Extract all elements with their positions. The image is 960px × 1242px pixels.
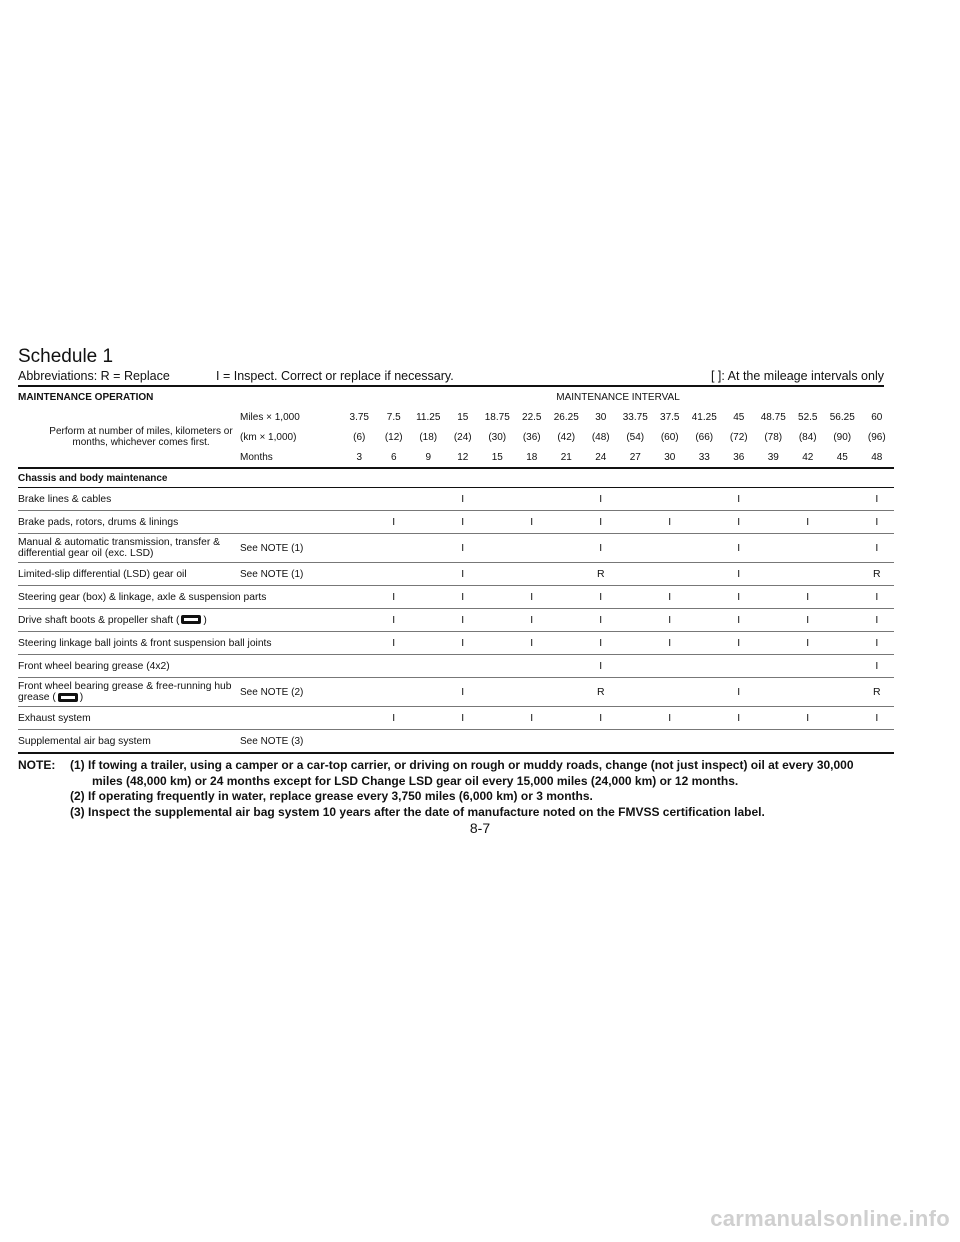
row-interval-cell <box>377 563 412 586</box>
row-operation-text: Limited-slip differential (LSD) gear oil <box>18 568 187 580</box>
row-interval-cell <box>515 534 550 563</box>
row-interval-cell <box>687 488 722 511</box>
row-interval-cell <box>377 678 412 707</box>
row-interval-cell <box>618 511 653 534</box>
row-interval-cell <box>687 511 722 534</box>
row-operation <box>18 655 342 678</box>
row-interval-cell: I <box>653 511 688 534</box>
note-1-text-a: If towing a trailer, using a camper or a car-top carrier, or driving on rough or muddy roads, change (not just inspect) oil at every 30,000 <box>88 758 854 772</box>
header-miles-10: 41.25 <box>691 411 717 423</box>
header-perform-note: Perform at number of miles, kilometers or months, whichever comes first. <box>49 426 233 448</box>
header-miles-7: 30 <box>595 411 607 423</box>
row-interval-cell <box>411 632 446 655</box>
row-note <box>240 609 342 632</box>
row-interval-cell <box>618 609 653 632</box>
header-months-4: 15 <box>491 451 503 463</box>
header-miles-0: 3.75 <box>349 411 369 423</box>
row-operation <box>18 488 342 511</box>
row-interval-cell <box>791 730 826 754</box>
header-km-8: (54) <box>626 431 645 443</box>
header-miles-1: 7.5 <box>386 411 401 423</box>
row-operation-end: ) <box>79 692 84 703</box>
row-interval-cell <box>687 678 722 707</box>
row-interval-cell: I <box>722 678 757 707</box>
row-operation <box>18 563 240 586</box>
row-interval-cell <box>549 563 584 586</box>
row-interval-cell <box>756 534 791 563</box>
row-interval-cell <box>687 534 722 563</box>
header-months-12: 39 <box>767 451 779 463</box>
row-interval-cell <box>756 563 791 586</box>
row-interval-cell: I <box>584 511 619 534</box>
row-interval-cell: I <box>722 488 757 511</box>
header-months-6: 21 <box>560 451 572 463</box>
row-interval-cell <box>584 730 619 754</box>
row-interval-cell <box>411 488 446 511</box>
watermark: carmanualsonline.info <box>710 1206 950 1231</box>
row-interval-cell: I <box>446 586 481 609</box>
header-km-0: (6) <box>353 431 366 443</box>
row-interval-cell <box>549 632 584 655</box>
row-interval-cell: I <box>515 632 550 655</box>
header-miles-11: 45 <box>733 411 745 423</box>
row-note: See NOTE (3) <box>240 730 342 754</box>
row-operation-text: Drive shaft boots & propeller shaft ( <box>18 614 180 626</box>
row-interval-cell <box>377 534 412 563</box>
row-interval-cell: I <box>446 609 481 632</box>
row-interval-cell <box>480 609 515 632</box>
header-miles-2: 11.25 <box>416 411 441 423</box>
row-interval-cell: I <box>791 707 826 730</box>
header-months-15: 48 <box>871 451 883 463</box>
row-interval-cell <box>756 586 791 609</box>
row-interval-cell <box>618 534 653 563</box>
row-interval-cell: R <box>584 563 619 586</box>
row-interval-cell <box>411 534 446 563</box>
row-note: See NOTE (1) <box>240 563 342 586</box>
note-1-text-b: miles (48,000 km) or 24 months except for LSD Change LSD gear oil every 15,000 miles (24,000 km) or 12 months. <box>92 773 739 788</box>
row-interval-cell <box>825 586 860 609</box>
row-interval-cell <box>377 730 412 754</box>
table-row <box>18 563 894 586</box>
row-note: See NOTE (2) <box>240 678 342 707</box>
row-operation-end: ) <box>203 614 207 626</box>
row-operation-text: Exhaust system <box>18 712 91 724</box>
row-interval-cell <box>825 707 860 730</box>
row-interval-cell <box>653 534 688 563</box>
header-miles-4: 18.75 <box>484 411 510 423</box>
row-operation-text: Steering gear (box) & linkage, axle & suspension parts <box>18 591 267 603</box>
row-interval-cell <box>618 632 653 655</box>
maintenance-table <box>18 387 894 754</box>
row-interval-cell <box>756 632 791 655</box>
table-row <box>18 730 894 754</box>
row-interval-cell <box>411 586 446 609</box>
row-interval-cell <box>618 707 653 730</box>
row-interval-cell <box>549 678 584 707</box>
header-months-9: 30 <box>664 451 676 463</box>
row-interval-cell: I <box>860 655 895 678</box>
row-interval-cell <box>411 609 446 632</box>
header-miles-9: 37.5 <box>660 411 680 423</box>
row-interval-cell <box>653 730 688 754</box>
row-interval-cell: I <box>377 632 412 655</box>
row-interval-cell: I <box>653 632 688 655</box>
row-interval-cell <box>342 488 377 511</box>
row-interval-cell <box>722 655 757 678</box>
row-interval-cell <box>756 730 791 754</box>
table-row <box>18 609 894 632</box>
header-miles-label: Miles × 1,000 <box>240 411 300 423</box>
row-interval-cell <box>342 609 377 632</box>
row-interval-cell <box>342 586 377 609</box>
row-interval-cell <box>549 609 584 632</box>
row-operation <box>18 586 342 609</box>
note-2: (2) If operating frequently in water, replace grease every 3,750 miles (6,000 km) or 3 months. <box>70 789 593 803</box>
header-months-1: 6 <box>390 451 397 463</box>
row-interval-cell <box>480 678 515 707</box>
row-interval-cell <box>549 730 584 754</box>
row-interval-cell: I <box>791 609 826 632</box>
row-interval-cell <box>791 488 826 511</box>
row-interval-cell <box>549 534 584 563</box>
row-operation <box>18 534 240 563</box>
note-3: (3) Inspect the supplemental air bag system 10 years after the date of manufacture noted on the FMVSS certification label. <box>70 804 765 819</box>
note-lead: NOTE: <box>18 758 56 772</box>
row-interval-cell <box>825 488 860 511</box>
row-operation-text: Supplemental air bag system <box>18 735 151 747</box>
row-interval-cell <box>860 730 895 754</box>
header-months-13: 42 <box>802 451 814 463</box>
row-interval-cell: I <box>722 511 757 534</box>
row-interval-cell: I <box>860 586 895 609</box>
row-interval-cell: I <box>791 632 826 655</box>
row-interval-cell <box>342 511 377 534</box>
row-interval-cell <box>618 563 653 586</box>
note-1-number: (1) <box>70 758 85 772</box>
row-interval-cell: I <box>515 707 550 730</box>
abbrev-replace: Abbreviations: R = Replace <box>18 369 170 383</box>
abbrev-inspect: I = Inspect. Correct or replace if necessary. <box>216 369 454 383</box>
row-interval-cell <box>446 655 481 678</box>
header-months-10: 33 <box>698 451 710 463</box>
header-miles-15: 60 <box>871 411 883 423</box>
row-interval-cell: I <box>584 488 619 511</box>
header-months-11: 36 <box>733 451 745 463</box>
row-operation <box>18 511 342 534</box>
row-interval-cell: I <box>722 586 757 609</box>
header-miles-12: 48.75 <box>760 411 786 423</box>
header-interval: MAINTENANCE INTERVAL <box>556 391 680 403</box>
row-interval-cell <box>549 655 584 678</box>
header-miles-14: 56.25 <box>829 411 855 423</box>
row-interval-cell <box>411 563 446 586</box>
row-interval-cell <box>480 563 515 586</box>
header-miles-5: 22.5 <box>522 411 542 423</box>
row-interval-cell <box>549 707 584 730</box>
row-interval-cell: I <box>446 632 481 655</box>
header-miles-8: 33.75 <box>622 411 648 423</box>
header-miles-6: 26.25 <box>553 411 579 423</box>
row-interval-cell <box>480 655 515 678</box>
row-interval-cell: I <box>515 586 550 609</box>
row-operation <box>18 707 342 730</box>
row-interval-cell <box>687 632 722 655</box>
page-title: Schedule 1 <box>18 346 114 367</box>
header-km-label: (km × 1,000) <box>240 431 297 443</box>
row-interval-cell: I <box>446 678 481 707</box>
row-interval-cell: I <box>377 707 412 730</box>
row-interval-cell <box>825 730 860 754</box>
row-interval-cell: I <box>791 511 826 534</box>
row-interval-cell <box>791 563 826 586</box>
row-operation-text: Brake pads, rotors, drums & linings <box>18 516 179 528</box>
row-operation <box>18 730 240 754</box>
header-months-3: 12 <box>457 451 469 463</box>
row-interval-cell <box>342 632 377 655</box>
table-row <box>18 707 894 730</box>
row-interval-cell <box>791 534 826 563</box>
row-interval-cell <box>756 488 791 511</box>
table-row <box>18 632 894 655</box>
row-interval-cell <box>342 678 377 707</box>
row-interval-cell: I <box>446 707 481 730</box>
row-interval-cell <box>411 655 446 678</box>
row-interval-cell <box>756 678 791 707</box>
schedule-page <box>18 346 884 820</box>
row-interval-cell: I <box>584 609 619 632</box>
row-interval-cell: I <box>584 655 619 678</box>
row-interval-cell <box>687 563 722 586</box>
header-km-3: (24) <box>453 431 472 443</box>
header-km-4: (30) <box>488 431 507 443</box>
row-interval-cell <box>342 534 377 563</box>
abbrev-mileage-only: [ ]: At the mileage intervals only <box>710 369 884 383</box>
four-wheel-drive-icon <box>181 615 201 624</box>
row-interval-cell <box>825 534 860 563</box>
row-interval-cell: I <box>722 563 757 586</box>
notes-block <box>18 758 884 820</box>
row-interval-cell: I <box>653 586 688 609</box>
row-interval-cell: I <box>446 488 481 511</box>
row-interval-cell <box>756 609 791 632</box>
row-interval-cell: I <box>446 534 481 563</box>
row-interval-cell <box>549 511 584 534</box>
row-interval-cell: I <box>584 632 619 655</box>
row-interval-cell <box>342 707 377 730</box>
row-interval-cell <box>653 488 688 511</box>
row-interval-cell <box>377 488 412 511</box>
row-interval-cell: I <box>584 586 619 609</box>
row-interval-cell <box>480 488 515 511</box>
row-operation-text: Front wheel bearing grease & free-running hub grease ( <box>18 681 232 703</box>
row-interval-cell <box>687 586 722 609</box>
row-interval-cell <box>653 655 688 678</box>
row-interval-cell <box>825 632 860 655</box>
row-interval-cell <box>480 586 515 609</box>
row-interval-cell: I <box>860 632 895 655</box>
row-interval-cell <box>342 730 377 754</box>
row-interval-cell <box>825 678 860 707</box>
row-note: See NOTE (1) <box>240 534 342 563</box>
row-interval-cell <box>549 488 584 511</box>
header-miles-13: 52.5 <box>798 411 818 423</box>
row-interval-cell: I <box>584 534 619 563</box>
table-row <box>18 488 894 511</box>
row-interval-cell <box>825 609 860 632</box>
header-km-15: (96) <box>867 431 886 443</box>
row-interval-cell <box>618 678 653 707</box>
row-interval-cell: I <box>377 511 412 534</box>
header-km-11: (72) <box>729 431 748 443</box>
row-interval-cell <box>687 655 722 678</box>
header-km-6: (42) <box>557 431 576 443</box>
header-km-9: (60) <box>660 431 679 443</box>
row-interval-cell <box>515 678 550 707</box>
row-interval-cell <box>722 730 757 754</box>
row-interval-cell <box>515 488 550 511</box>
row-interval-cell <box>756 655 791 678</box>
row-interval-cell <box>515 563 550 586</box>
row-interval-cell <box>480 707 515 730</box>
row-interval-cell <box>791 678 826 707</box>
header-km-12: (78) <box>764 431 783 443</box>
header-months-7: 24 <box>595 451 607 463</box>
section-heading: Chassis and body maintenance <box>18 468 894 488</box>
header-operation: MAINTENANCE OPERATION <box>18 391 154 403</box>
row-operation <box>18 632 342 655</box>
row-operation <box>18 609 240 632</box>
row-operation-text: Steering linkage ball joints & front suspension ball joints <box>18 637 272 649</box>
row-interval-cell: I <box>722 609 757 632</box>
row-interval-cell: I <box>860 488 895 511</box>
row-interval-cell: I <box>860 511 895 534</box>
row-interval-cell <box>618 586 653 609</box>
row-interval-cell <box>411 511 446 534</box>
row-operation <box>18 678 240 707</box>
header-km-13: (84) <box>798 431 817 443</box>
header-months-5: 18 <box>526 451 538 463</box>
row-operation-text: Manual & automatic transmission, transfer & differential gear oil (exc. LSD) <box>18 537 221 559</box>
row-interval-cell: I <box>722 632 757 655</box>
page-number: 8-7 <box>469 820 491 836</box>
row-interval-cell <box>756 511 791 534</box>
note-1 <box>18 758 884 774</box>
row-interval-cell: I <box>515 511 550 534</box>
header-months-14: 45 <box>836 451 848 463</box>
header-km-1: (12) <box>384 431 403 443</box>
row-interval-cell: I <box>515 609 550 632</box>
row-interval-cell <box>515 655 550 678</box>
table-row <box>18 586 894 609</box>
row-interval-cell <box>825 563 860 586</box>
row-interval-cell: I <box>791 586 826 609</box>
row-operation-text: Brake lines & cables <box>18 493 112 505</box>
row-interval-cell <box>480 730 515 754</box>
table-row <box>18 511 894 534</box>
row-interval-cell: I <box>722 707 757 730</box>
abbreviations-line <box>18 368 884 387</box>
row-interval-cell <box>618 488 653 511</box>
header-km-5: (36) <box>522 431 541 443</box>
row-interval-cell: I <box>653 609 688 632</box>
row-operation-text: Front wheel bearing grease (4x2) <box>18 660 170 672</box>
table-row <box>18 678 894 707</box>
row-interval-cell <box>411 730 446 754</box>
row-interval-cell: I <box>446 563 481 586</box>
row-interval-cell <box>480 534 515 563</box>
row-interval-cell <box>342 655 377 678</box>
header-months-2: 9 <box>425 451 432 463</box>
row-interval-cell: R <box>860 678 895 707</box>
header-months-8: 27 <box>629 451 641 463</box>
row-interval-cell: I <box>860 609 895 632</box>
row-interval-cell: I <box>377 586 412 609</box>
row-interval-cell <box>515 730 550 754</box>
row-interval-cell <box>687 730 722 754</box>
row-interval-cell <box>653 678 688 707</box>
row-interval-cell <box>687 609 722 632</box>
row-interval-cell <box>411 678 446 707</box>
table-row <box>18 655 894 678</box>
row-interval-cell <box>377 655 412 678</box>
row-interval-cell: I <box>377 609 412 632</box>
row-interval-cell: I <box>584 707 619 730</box>
row-interval-cell <box>618 730 653 754</box>
row-interval-cell: I <box>653 707 688 730</box>
header-months-0: 3 <box>356 451 363 463</box>
header-km-10: (66) <box>695 431 714 443</box>
row-interval-cell <box>480 632 515 655</box>
header-km-7: (48) <box>591 431 610 443</box>
row-interval-cell: I <box>860 707 895 730</box>
row-interval-cell <box>342 563 377 586</box>
header-km-14: (90) <box>833 431 852 443</box>
row-interval-cell <box>549 586 584 609</box>
row-interval-cell <box>825 511 860 534</box>
row-interval-cell <box>618 655 653 678</box>
table-row <box>18 534 894 563</box>
header-miles-3: 15 <box>457 411 469 423</box>
header-km-2: (18) <box>419 431 438 443</box>
row-interval-cell: R <box>860 563 895 586</box>
row-interval-cell <box>446 730 481 754</box>
row-interval-cell <box>687 707 722 730</box>
row-interval-cell: I <box>860 534 895 563</box>
row-interval-cell <box>791 655 826 678</box>
row-interval-cell <box>756 707 791 730</box>
row-interval-cell: I <box>722 534 757 563</box>
row-interval-cell: I <box>446 511 481 534</box>
row-interval-cell <box>411 707 446 730</box>
four-wheel-drive-icon <box>58 693 78 702</box>
row-interval-cell <box>653 563 688 586</box>
header-months-label: Months <box>240 451 273 463</box>
row-interval-cell: R <box>584 678 619 707</box>
row-interval-cell <box>480 511 515 534</box>
row-interval-cell <box>825 655 860 678</box>
